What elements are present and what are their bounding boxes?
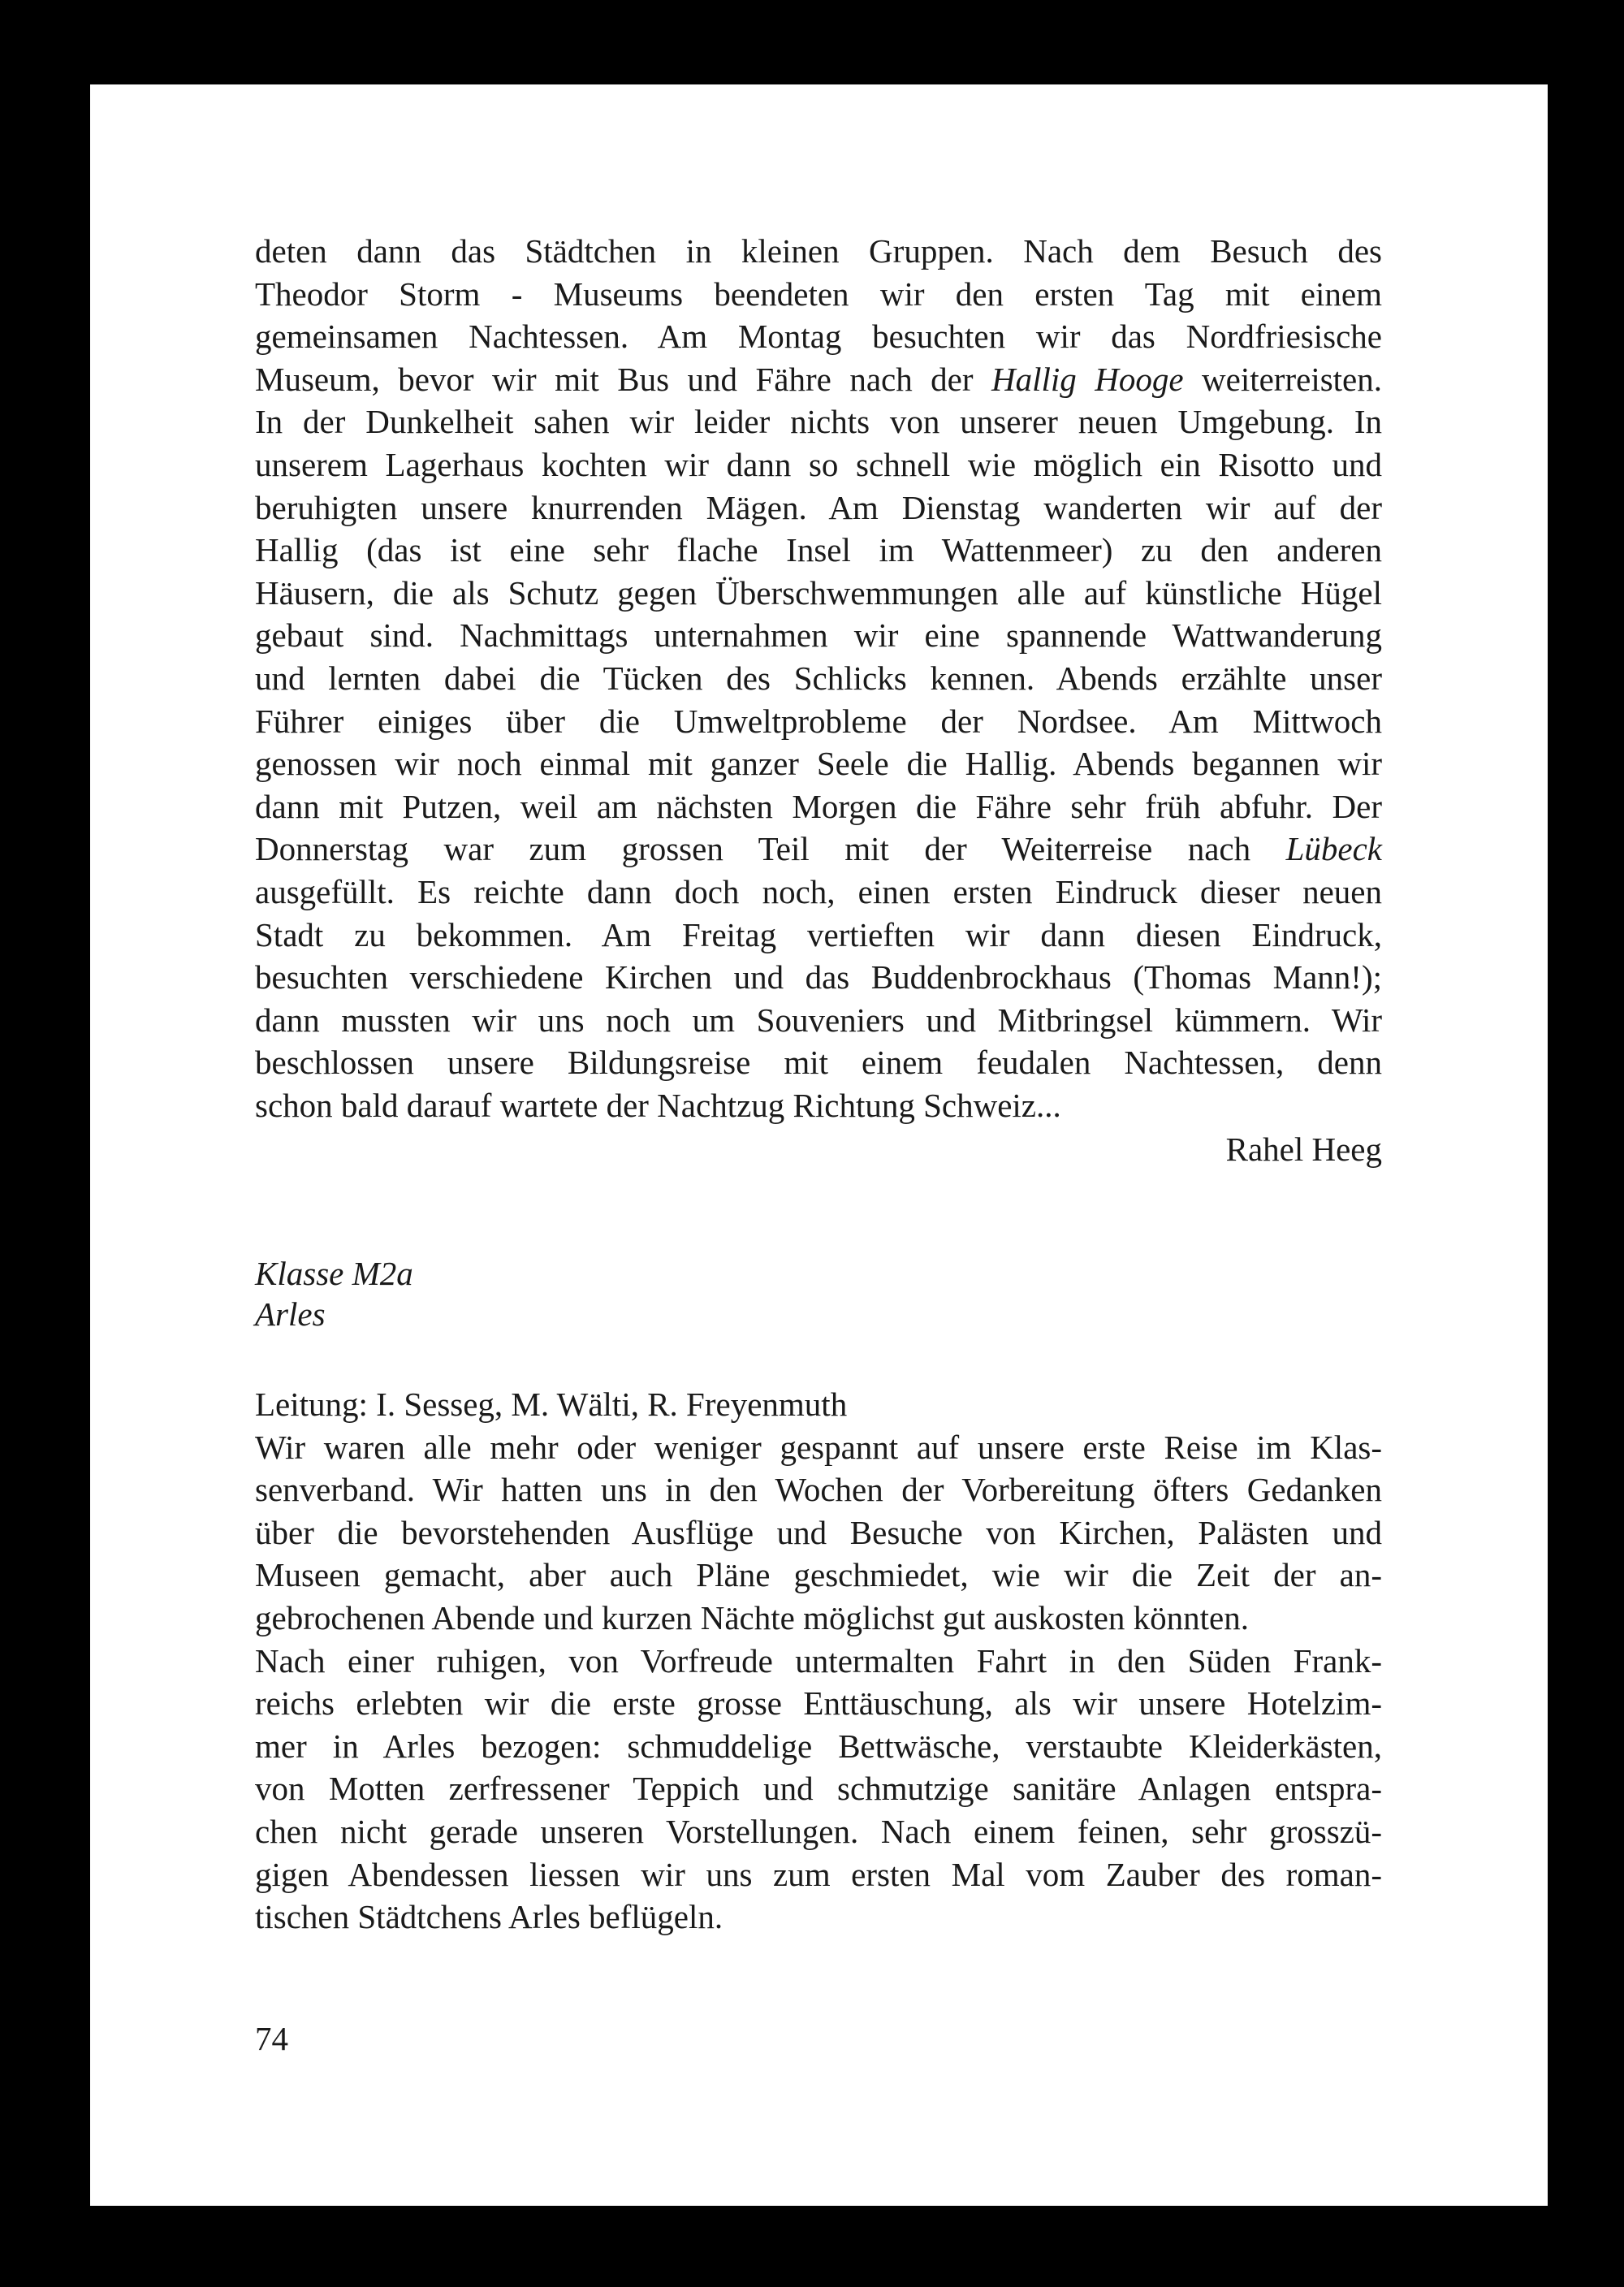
text-line — [255, 230, 1382, 273]
section-heading — [255, 1253, 1382, 1334]
text-line — [255, 400, 1382, 443]
text-segment: Führer einiges über die Umweltprobleme der Nordsee. Am Mittwoch — [255, 702, 1382, 740]
text-segment: schon bald darauf wartete der Nachtzug Richtung Schweiz... — [255, 1086, 1061, 1124]
author-signature: Rahel Heeg — [1225, 1131, 1382, 1168]
text-line: Museen gemacht, aber auch Pläne geschmiedet, wie wir die Zeit der an- — [255, 1556, 1382, 1594]
text-line — [255, 315, 1382, 358]
text-segment: unserem Lagerhaus kochten wir dann so schnell wie möglich ein Risotto und — [255, 445, 1382, 483]
text-segment: Häusern, die als Schutz gegen Überschwemmungen alle auf künstliche Hügel — [255, 573, 1382, 612]
text-line: reichs erlebten wir die erste grosse Enttäuschung, als wir unsere Hotelzim- — [255, 1684, 1382, 1723]
text-line — [255, 785, 1382, 828]
text-segment: und lernten dabei die Tücken des Schlicks kennen. Abends erzählte unser — [255, 659, 1382, 697]
text-line: Nach einer ruhigen, von Vorfreude untermalten Fahrt in den Süden Frank- — [255, 1641, 1382, 1680]
destination-heading: Arles — [255, 1295, 326, 1333]
italic-place-name: Lübeck — [1285, 830, 1382, 868]
paragraph-travel-report-luebeck — [255, 230, 1382, 1126]
text-segment: dann mit Putzen, weil am nächsten Morgen die Fähre sehr früh abfuhr. Der — [255, 787, 1382, 825]
text-line: senverband. Wir hatten uns in den Wochen der Vorbereitung öfters Gedanken — [255, 1471, 1382, 1509]
text-line — [255, 529, 1382, 572]
text-line: chen nicht gerade unseren Vorstellungen. Nach einem feinen, sehr grosszü- — [255, 1812, 1382, 1850]
text-line — [255, 358, 1382, 401]
text-segment: Donnerstag war zum grossen Teil mit der Weiterreise nach — [255, 830, 1286, 868]
text-line — [255, 1041, 1382, 1084]
text-segment: gemeinsamen Nachtessen. Am Montag besuchten wir das Nordfriesische — [255, 318, 1382, 356]
text-line — [255, 742, 1382, 785]
text-line: von Motten zerfressener Teppich und schmutzige sanitäre Anlagen entspra- — [255, 1770, 1382, 1808]
text-segment: Hallig (das ist eine sehr flache Insel im Wattenmeer) zu den anderen — [255, 531, 1382, 569]
text-segment: beschlossen unsere Bildungsreise mit einem feudalen Nachtessen, denn — [255, 1044, 1382, 1082]
text-segment: gebaut sind. Nachmittags unternahmen wir eine spannende Wattwanderung — [255, 616, 1382, 655]
text-line — [255, 999, 1382, 1042]
text-line — [255, 486, 1382, 530]
text-segment: genossen wir noch einmal mit ganzer Seele die Hallig. Abends begannen wir — [255, 745, 1382, 783]
text-line — [255, 657, 1382, 700]
text-segment: In der Dunkelheit sahen wir leider nichts von unserer neuen Umgebung. In — [255, 403, 1382, 441]
text-line — [255, 914, 1382, 957]
text-line — [255, 614, 1382, 657]
text-segment: beruhigten unsere knurrenden Mägen. Am Dienstag wanderten wir auf der — [255, 488, 1382, 526]
italic-place-name: Hallig Hooge — [991, 360, 1184, 398]
text-line — [255, 273, 1382, 316]
text-line: mer in Arles bezogen: schmuddelige Bettwäsche, verstaubte Kleiderkästen, — [255, 1727, 1382, 1765]
text-segment: ausgefüllt. Es reichte dann doch noch, einen ersten Eindruck dieser neuen — [255, 872, 1382, 910]
text-line — [255, 700, 1382, 743]
text-line: tischen Städtchens Arles beflügeln. — [255, 1898, 723, 1936]
text-line: gigen Abendessen liessen wir uns zum ersten Mal vom Zauber des roman- — [255, 1855, 1382, 1893]
text-segment: besuchten verschiedene Kirchen und das Buddenbrockhaus (Thomas Mann!); — [255, 958, 1382, 997]
text-segment: dann mussten wir uns noch um Souveniers und Mitbringsel kümmern. Wir — [255, 1001, 1382, 1039]
text-line — [255, 1084, 1382, 1127]
leaders-line: Leitung: I. Sesseg, M. Wälti, R. Freyenmuth — [255, 1386, 848, 1423]
text-segment: weiterreisten. — [1183, 360, 1383, 398]
text-line — [255, 956, 1382, 999]
text-segment: Theodor Storm - Museums beendeten wir den ersten Tag mit einem — [255, 275, 1382, 313]
class-heading: Klasse M2a — [255, 1255, 413, 1292]
text-line: über die bevorstehenden Ausflüge und Besuche von Kirchen, Palästen und — [255, 1513, 1382, 1551]
text-line — [255, 828, 1382, 871]
text-line: Wir waren alle mehr oder weniger gespannt auf unsere erste Reise im Klas- — [255, 1428, 1382, 1466]
text-line — [255, 443, 1382, 486]
text-line: gebrochenen Abende und kurzen Nächte möglichst gut auskosten könnten. — [255, 1598, 1249, 1636]
text-segment: deten dann das Städtchen in kleinen Gruppen. Nach dem Besuch des — [255, 232, 1382, 270]
text-line — [255, 572, 1382, 615]
text-segment: Museum, bevor wir mit Bus und Fähre nach der — [255, 360, 991, 398]
page-number: 74 — [255, 2020, 288, 2057]
paragraph-travel-report-arles — [255, 1383, 1382, 1939]
text-line — [255, 871, 1382, 914]
text-segment: Stadt zu bekommen. Am Freitag vertieften wir dann diesen Eindruck, — [255, 915, 1382, 953]
